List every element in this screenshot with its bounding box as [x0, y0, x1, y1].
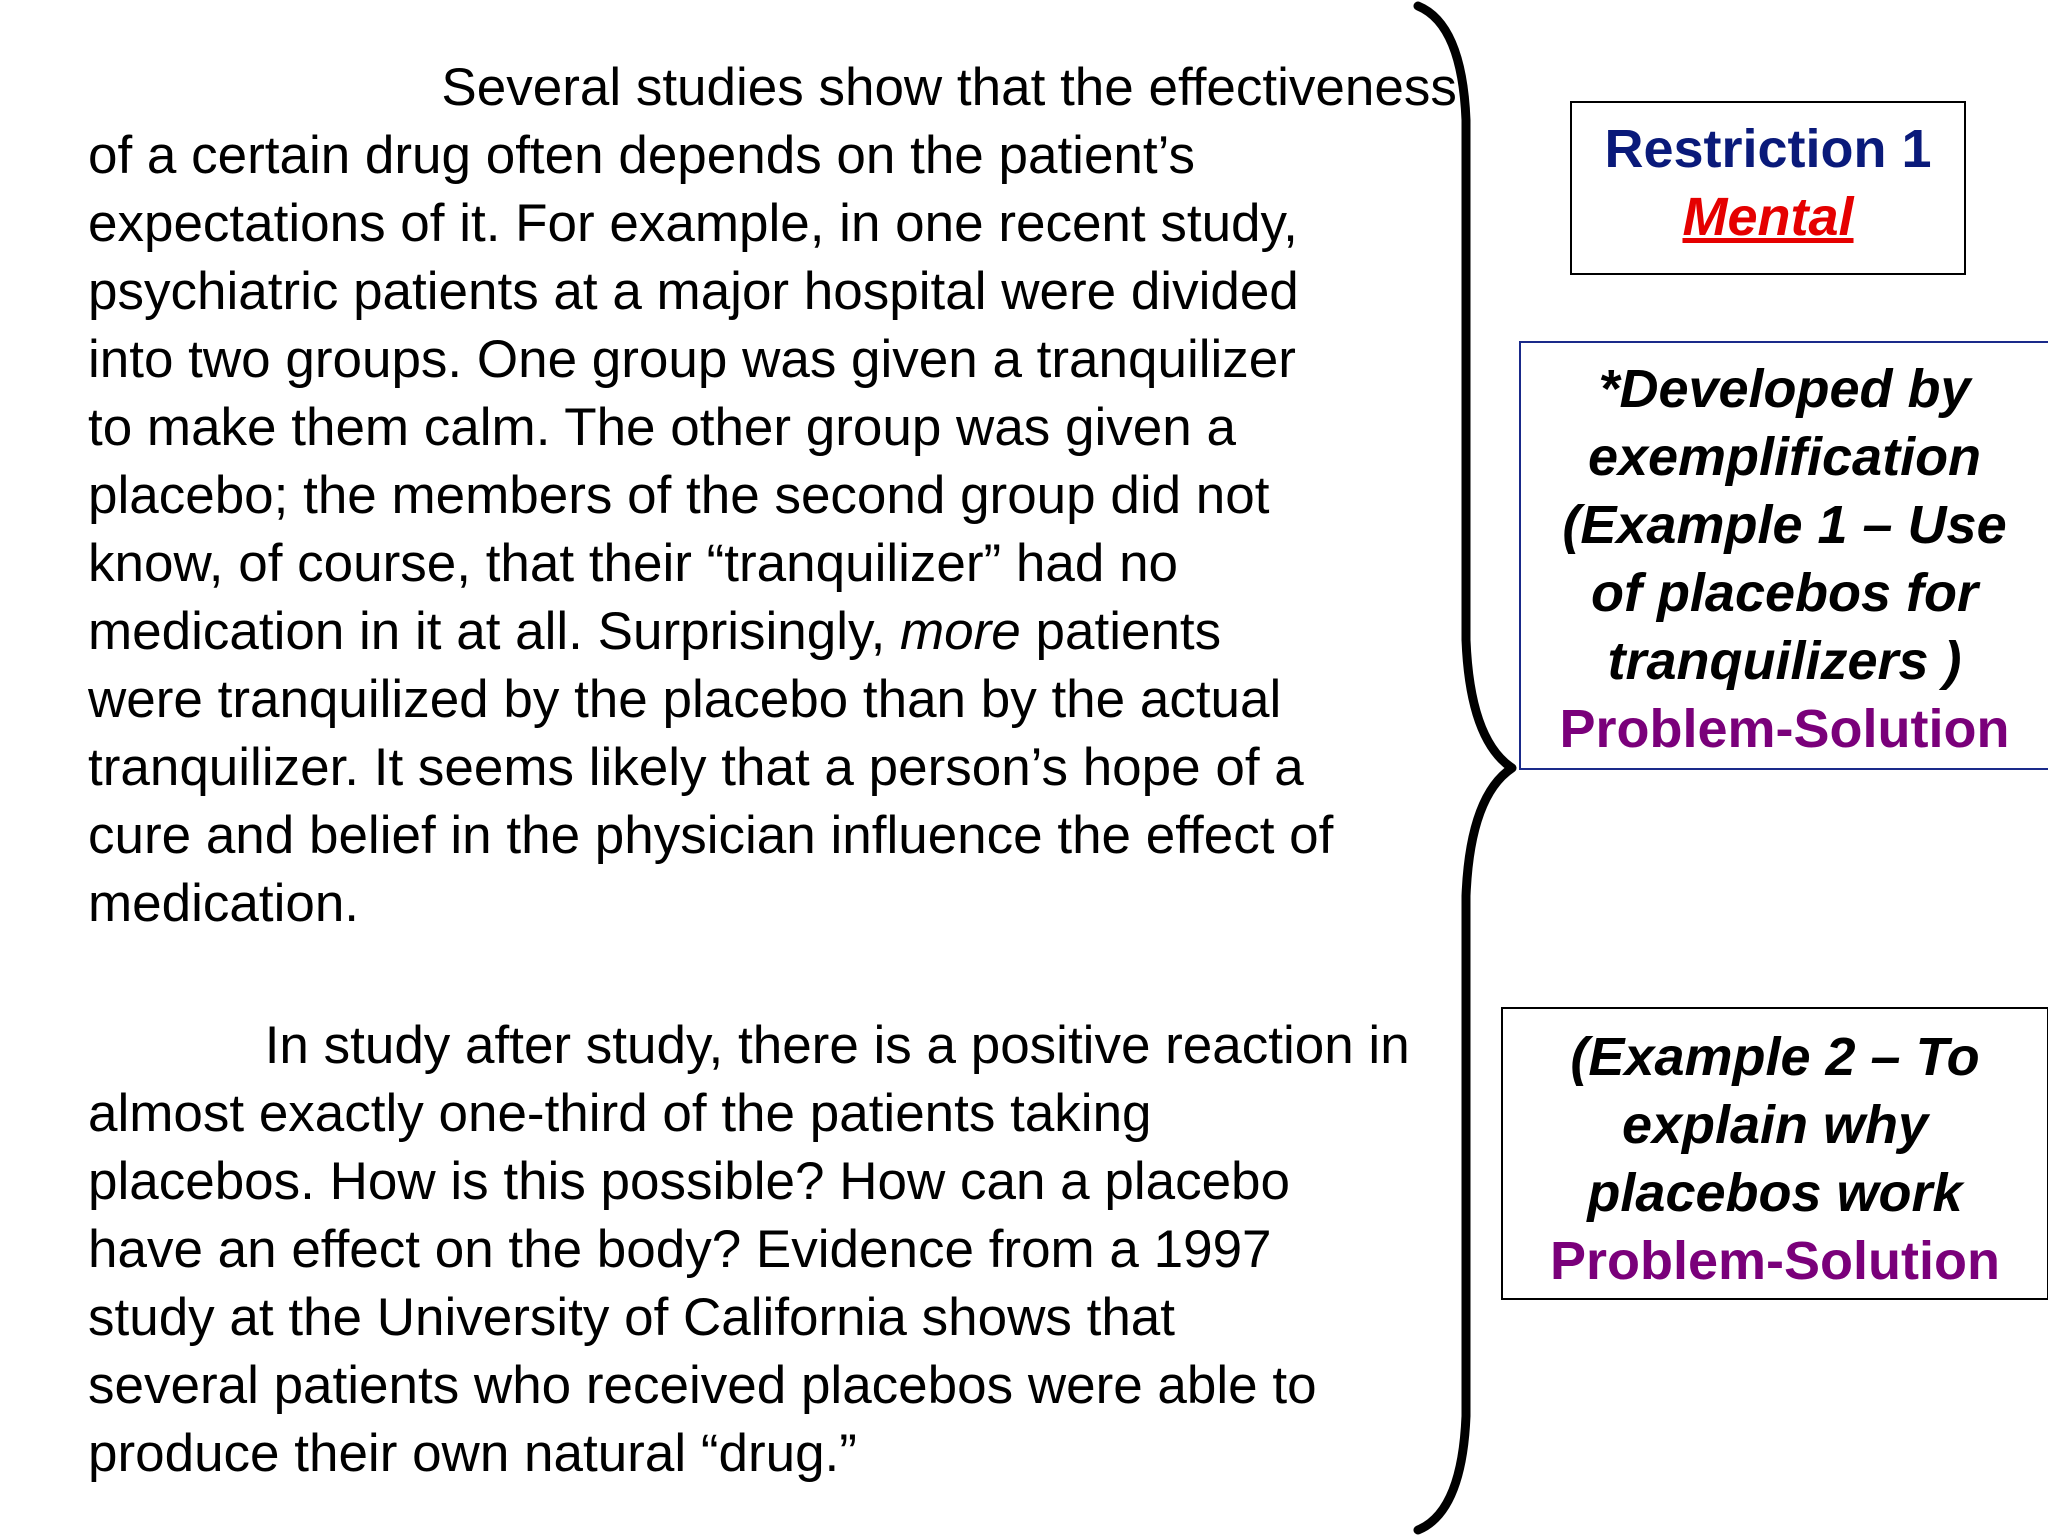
- example-2-line: explain why: [1621, 1095, 1929, 1155]
- restriction-box: [1570, 101, 1966, 275]
- paragraph-1-italic-word: more: [900, 602, 1021, 661]
- paragraph-1-text-start: Several studies show that the effectiveness of a certain drug often depends on the patient’s expectations of it. For example, in one recent study, psychiatric patients at a major hospital were divided into two groups. One group was given a tranquilizer to make them calm. The other group was given a placebo; the members of the second group did not know, of course, that their “tranquilizer” had no medication in it at all. Surprisingly,: [88, 58, 1457, 661]
- example-2-pattern: Problem-Solution: [1550, 1231, 2000, 1291]
- example-1-line: exemplification: [1587, 427, 1982, 487]
- example-2-line: (Example 2 – To: [1570, 1027, 1980, 1087]
- paragraph-1: [88, 54, 1458, 938]
- example-1-line: (Example 1 – Use: [1562, 495, 2007, 555]
- paragraph-2: In study after study, there is a positive reaction in almost exactly one-third of the patients taking placebos. How is this possible? How can a placebo have an effect on the body? Evidence from a 1997 study at the University of California shows that several patients who received placebos were able to produce their own natural “drug.”: [88, 1016, 1410, 1483]
- example-1-pattern: Problem-Solution: [1559, 699, 2010, 759]
- example-2-box: [1501, 1007, 2048, 1300]
- example-2-line: placebos work: [1587, 1163, 1963, 1223]
- paragraph-1-text-end: patients were tranquilized by the placebo than by the actual tranquilizer. It seems likely that a person’s hope of a cure and belief in the physician influence the effect of medication.: [88, 602, 1334, 933]
- restriction-subtitle: Mental: [1682, 187, 1854, 247]
- example-1-line: tranquilizers ): [1607, 631, 1962, 691]
- restriction-title: Restriction 1: [1604, 119, 1932, 179]
- example-1-line: *Developed by: [1598, 359, 1971, 419]
- example-1-box: [1519, 341, 2048, 770]
- example-1-line: of placebos for: [1590, 563, 1979, 623]
